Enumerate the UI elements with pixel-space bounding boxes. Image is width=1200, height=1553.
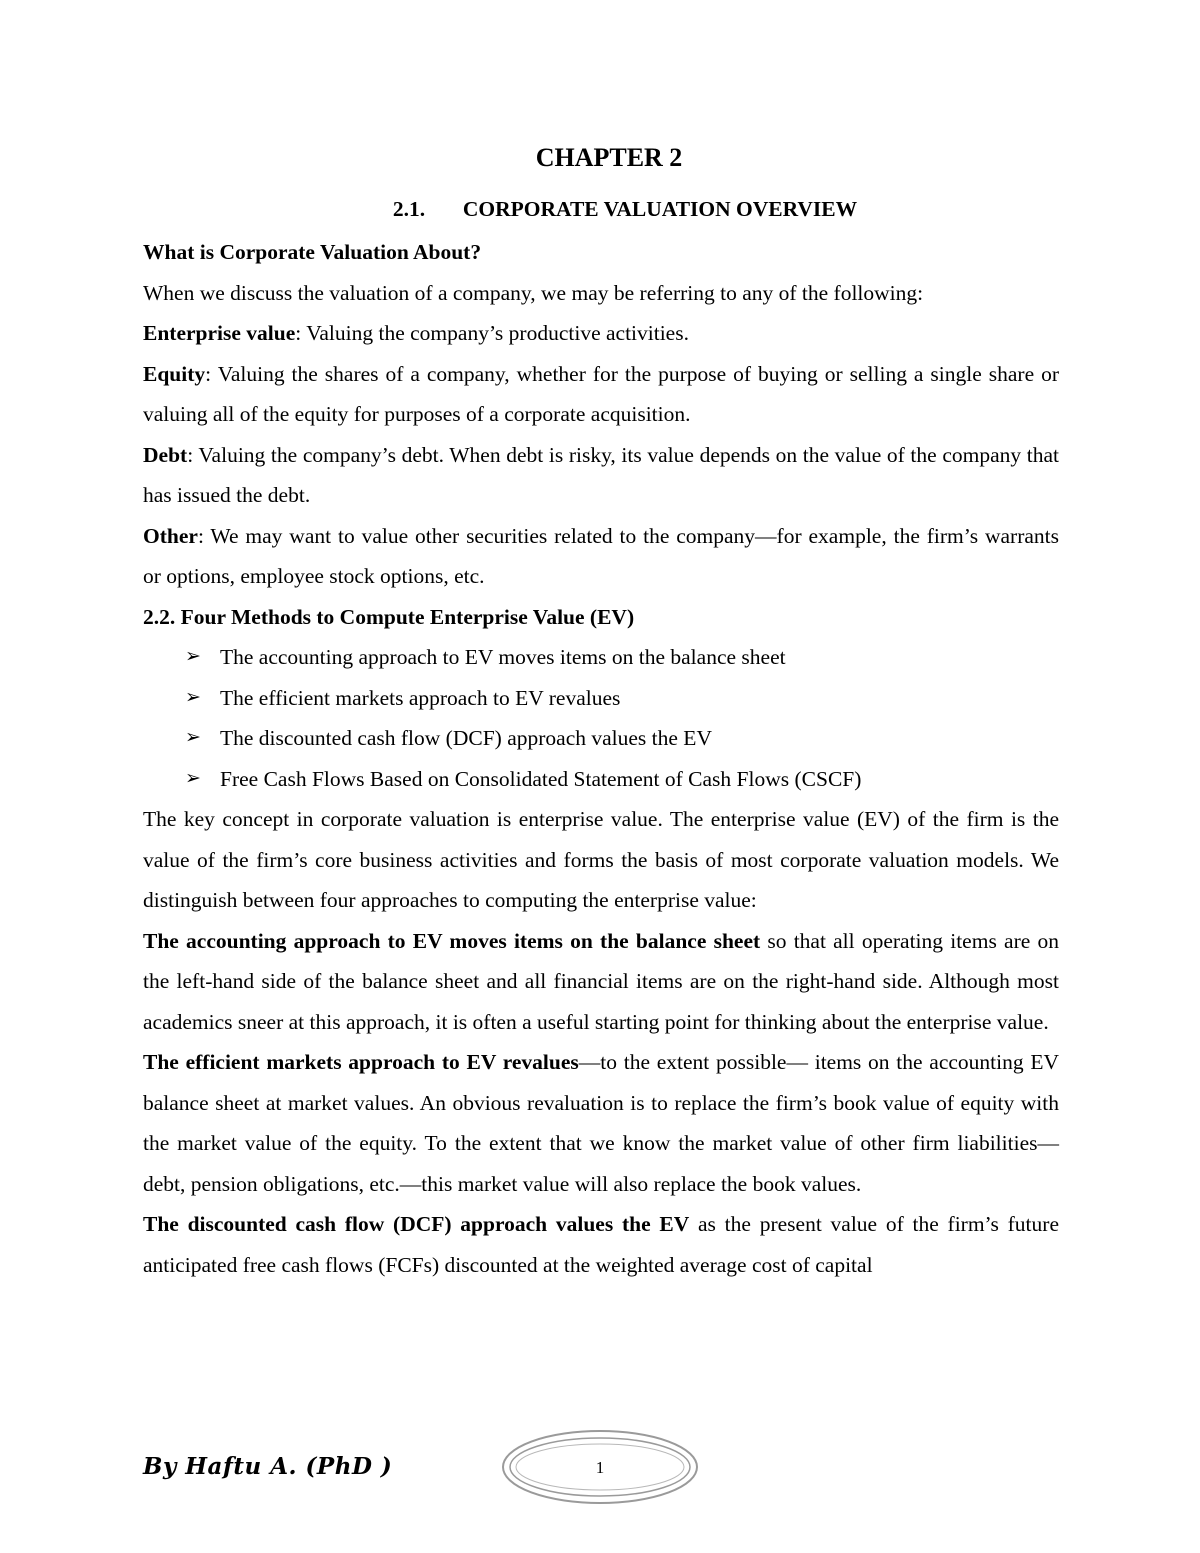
definition-term: Enterprise value	[143, 321, 296, 345]
page-content	[143, 138, 1059, 1285]
arrow-bullet-icon: ➢	[185, 727, 201, 748]
what-heading: What is Corporate Valuation About?	[143, 240, 482, 264]
approach-text: —to the extent possible— items on the accounting EV balance sheet at market values. An obvious revaluation is to replace the firm’s book value of equity with the market value of the equity. To the extent that we know the market value of other firm liabilities— debt, pension obligations, etc.—this market value will also replace the book values.	[143, 1050, 1060, 1196]
page-number-badge	[500, 1428, 700, 1506]
section-2-1-heading	[143, 189, 1059, 229]
approach-lead: The efficient markets approach to EV revalues	[143, 1050, 579, 1074]
definition-other	[143, 516, 1059, 597]
section-number: 2.1.	[392, 197, 426, 221]
approach-text: as the present value of the firm’s future anticipated free cash flows (FCFs) discounted at the weighted average cost of capital	[143, 1212, 1059, 1277]
accounting-approach-paragraph	[143, 921, 1059, 1043]
section-title-text: CORPORATE VALUATION OVERVIEW	[462, 197, 858, 221]
approach-text: so that all operating items are on the left-hand side of the balance sheet and all financial items are on the right-hand side. Although most academics sneer at this approach, it is often a useful starting point for thinking about the enterprise value.	[143, 928, 1059, 1034]
efficient-markets-paragraph	[143, 1042, 1059, 1204]
definition-term: Equity	[143, 361, 206, 386]
list-item	[185, 759, 1059, 800]
definition-text: : Valuing the shares of a company, whether for the purpose of buying or selling a single share or valuing all of the equity for purposes of a corporate acquisition.	[143, 361, 1059, 426]
arrow-bullet-icon: ➢	[185, 686, 201, 708]
definition-text: : We may want to value other securities related to the company—for example, the firm’s warrants or options, employee stock options, etc.	[143, 523, 1059, 588]
arrow-bullet-icon: ➢	[185, 646, 201, 667]
section-2-2-heading: 2.2. Four Methods to Compute Enterprise Value (EV)	[143, 604, 635, 629]
approach-lead: The accounting approach to EV moves items on the balance sheet	[143, 928, 761, 953]
list-item	[185, 637, 1059, 678]
approach-lead: The discounted cash flow (DCF) approach values the EV	[143, 1212, 690, 1236]
list-item-text: Free Cash Flows Based on Consolidated Statement of Cash Flows (CSCF)	[220, 766, 862, 791]
footer-author: By Haftu A. (PhD )	[143, 1453, 393, 1480]
key-concept-paragraph: The key concept in corporate valuation is enterprise value. The enterprise value (EV) of the firm is the value of the firm’s core business activities and forms the basis of most corporate valuation models. We distinguish between four approaches to computing the enterprise value:	[143, 807, 1059, 912]
intro-paragraph: When we discuss the valuation of a company, we may be referring to any of the following:	[143, 280, 924, 305]
list-item-text: The efficient markets approach to EV revalues	[220, 685, 621, 710]
dcf-approach-paragraph	[143, 1204, 1059, 1285]
methods-list	[143, 637, 1059, 799]
arrow-bullet-icon: ➢	[185, 767, 201, 789]
list-item-text: The accounting approach to EV moves items on the balance sheet	[220, 645, 786, 669]
list-item	[185, 718, 1059, 759]
definition-term: Other	[143, 523, 198, 548]
definition-equity	[143, 354, 1059, 435]
definition-text: : Valuing the company’s debt. When debt is risky, its value depends on the value of the company that has issued the debt.	[143, 442, 1059, 507]
list-item	[185, 678, 1059, 719]
definition-term: Debt	[143, 442, 188, 467]
page-number: 1	[595, 1458, 605, 1477]
definition-text: : Valuing the company’s productive activities.	[295, 321, 689, 345]
chapter-title: CHAPTER 2	[535, 143, 683, 172]
list-item-text: The discounted cash flow (DCF) approach values the EV	[220, 726, 712, 750]
definition-debt	[143, 435, 1059, 516]
definition-enterprise-value	[143, 313, 1059, 354]
